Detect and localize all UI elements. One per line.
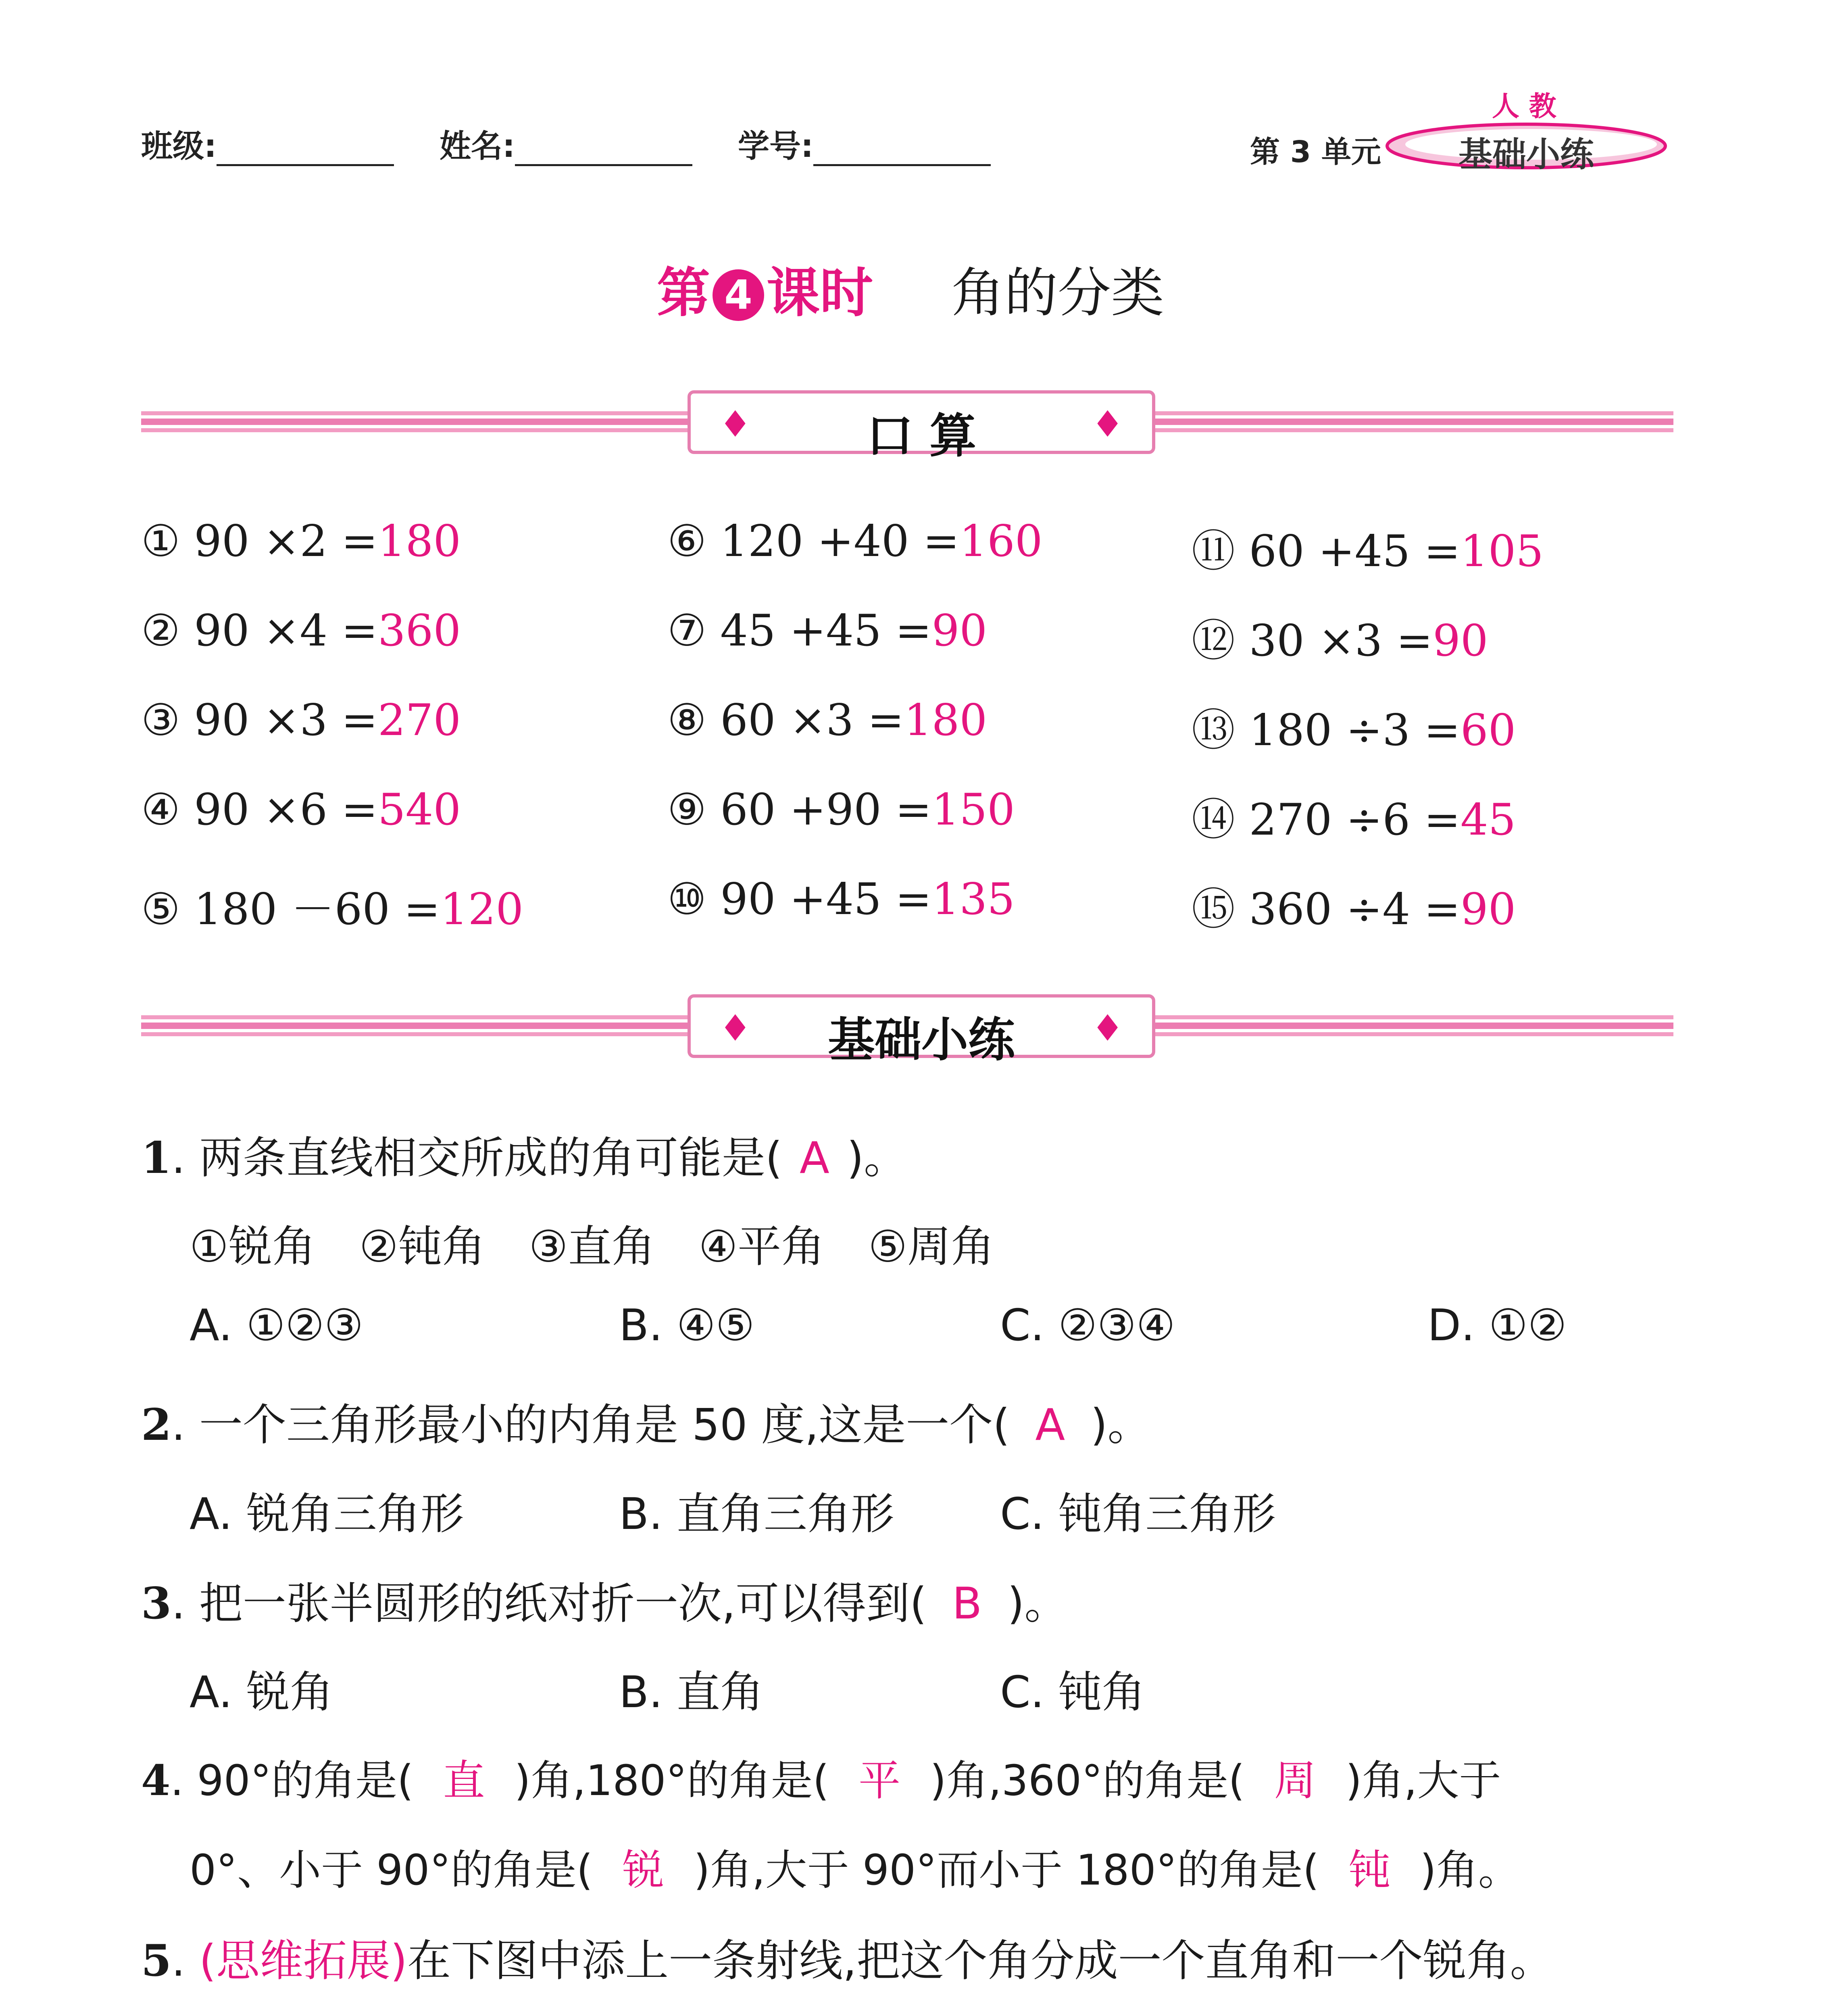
- lesson-number: 4: [713, 269, 764, 321]
- name-blank[interactable]: [515, 134, 692, 166]
- section-header-oral: [688, 390, 1155, 463]
- student-id-field: [738, 121, 991, 166]
- class-field: [141, 121, 394, 166]
- option[interactable]: D. ①②: [1427, 1300, 1567, 1351]
- answer-blank[interactable]: 锐: [622, 1845, 665, 1895]
- option[interactable]: C. 钝角: [1000, 1667, 1146, 1718]
- answer-blank[interactable]: A: [800, 1133, 829, 1183]
- question-4-line-1: 4. 90°的角是( 直 )角,180°的角是( 平 )角,360°的角是( 周 )角,大于: [141, 1747, 1501, 1807]
- oral-item: ⑩ 90 +45 =135: [667, 874, 1015, 925]
- question-2: 2. 一个三角形最小的内角是 50 度,这是一个( A )。: [141, 1400, 1151, 1450]
- oral-item: ⑧ 60 ×3 =180: [667, 695, 988, 746]
- option[interactable]: A. 锐角三角形: [190, 1489, 464, 1539]
- class-blank[interactable]: [217, 134, 394, 166]
- oral-item: ② 90 ×4 =360: [141, 606, 461, 656]
- question-tag: (思维拓展): [199, 1936, 408, 1986]
- page-title: [0, 250, 1821, 327]
- section-header-basic: [688, 994, 1155, 1067]
- lesson-suffix: 课时: [767, 262, 873, 324]
- id-blank[interactable]: [813, 134, 991, 166]
- lesson-prefix: 第: [657, 262, 710, 324]
- badge-top-text: 人 教: [1492, 91, 1556, 123]
- oral-item: ① 90 ×2 =180: [141, 516, 461, 566]
- question-4-line-2: 0°、小于 90°的角是( 锐 )角,大于 90°而小于 180°的角是( 钝 )角。: [190, 1836, 1520, 1897]
- option[interactable]: B. 直角三角形: [619, 1489, 894, 1539]
- oral-item: ⑭ 270 ÷6 =45: [1192, 795, 1516, 845]
- section-title-basic: 基础小练: [828, 1013, 1015, 1067]
- answer-blank[interactable]: 周: [1274, 1756, 1316, 1805]
- option[interactable]: A. ①②③: [190, 1300, 364, 1351]
- oral-item: ⑬ 180 ÷3 =60: [1192, 705, 1516, 756]
- diamond-icon: ♦: [1091, 403, 1124, 446]
- oral-item: ⑪ 60 +45 =105: [1192, 526, 1544, 577]
- question-5: 5. (思维拓展)在下图中添上一条射线,把这个角分成一个直角和一个锐角。: [141, 1935, 1554, 1986]
- diamond-icon: ♦: [719, 1007, 752, 1050]
- option[interactable]: A. 锐角: [190, 1667, 333, 1718]
- question-1-list: ①锐角 ②钝角 ③直角 ④平角 ⑤周角: [190, 1222, 995, 1272]
- diamond-icon: ♦: [1091, 1007, 1124, 1050]
- oral-item: ⑮ 360 ÷4 =90: [1192, 884, 1516, 935]
- question-1: 1. 两条直线相交所成的角可能是( A )。: [141, 1133, 908, 1183]
- question-3: 3. 把一张半圆形的纸对折一次,可以得到( B )。: [141, 1578, 1068, 1629]
- answer-blank[interactable]: A: [1035, 1400, 1065, 1450]
- diamond-icon: ♦: [719, 403, 752, 446]
- option[interactable]: C. 钝角三角形: [1000, 1489, 1276, 1539]
- oral-item: ③ 90 ×3 =270: [141, 695, 461, 746]
- answer-blank[interactable]: 直: [443, 1756, 485, 1805]
- brand-badge: [1381, 119, 1671, 172]
- section-title-oral: 口 算: [866, 409, 977, 463]
- option[interactable]: C. ②③④: [1000, 1300, 1175, 1351]
- name-label: 姓名:: [440, 128, 515, 165]
- option[interactable]: B. 直角: [619, 1667, 764, 1718]
- class-label: 班级:: [141, 128, 217, 165]
- option[interactable]: B. ④⑤: [619, 1300, 755, 1351]
- oral-item: ⑨ 60 +90 =150: [667, 785, 1015, 835]
- answer-blank[interactable]: 钝: [1348, 1845, 1391, 1895]
- answer-blank[interactable]: 平: [858, 1756, 901, 1805]
- name-field: [440, 121, 692, 166]
- answer-blank[interactable]: B: [952, 1579, 982, 1629]
- oral-item: ⑤ 180 －60 =120: [141, 884, 524, 935]
- oral-item: ⑦ 45 +45 =90: [667, 606, 988, 656]
- oral-item: ⑥ 120 +40 =160: [667, 516, 1043, 566]
- oral-item: ⑫ 30 ×3 =90: [1192, 616, 1488, 666]
- lesson-topic: 角的分类: [951, 262, 1164, 324]
- id-label: 学号:: [738, 128, 814, 165]
- oral-item: ④ 90 ×6 =540: [141, 785, 461, 835]
- unit-label: 第 3 单元: [1250, 135, 1381, 169]
- badge-text: 基础小练: [1458, 135, 1594, 174]
